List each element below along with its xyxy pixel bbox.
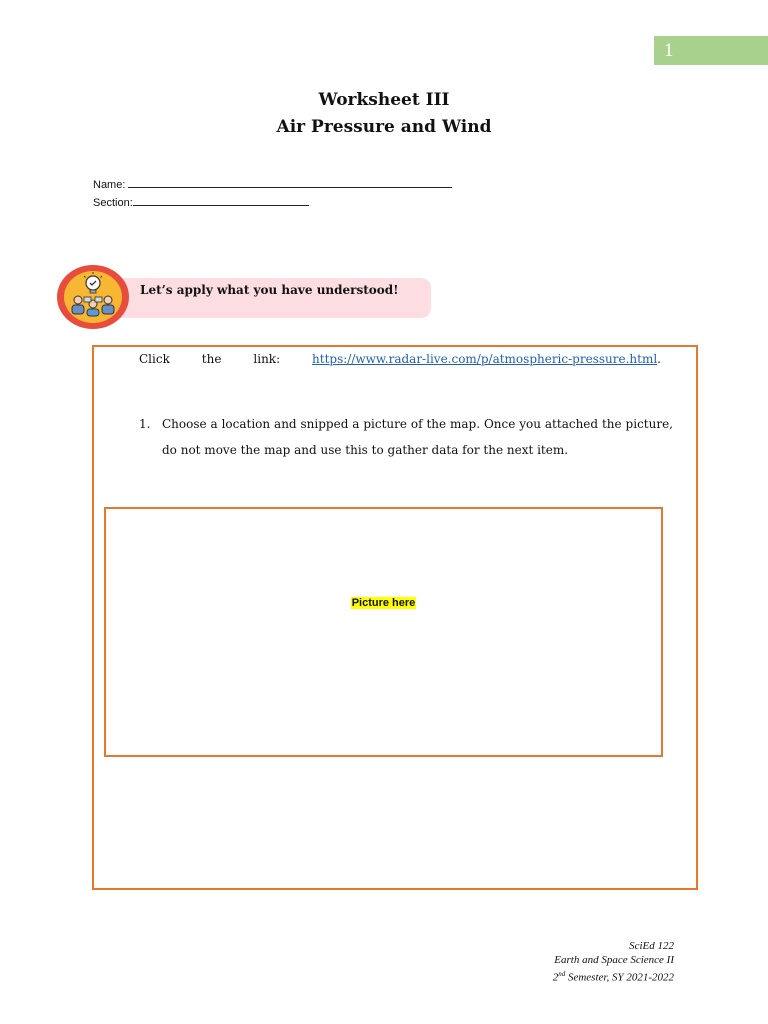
worksheet-subtitle: Air Pressure and Wind: [276, 117, 492, 137]
semester-text: Semester, SY 2021-2022: [565, 971, 674, 984]
picture-placeholder-label: [106, 597, 661, 609]
instruction-period: .: [657, 352, 661, 366]
teamwork-idea-icon: [56, 264, 130, 330]
name-field[interactable]: [93, 177, 452, 191]
instruction-link-wrap: [312, 352, 661, 366]
page-number-tab: 1: [654, 36, 768, 65]
instruction-word: Click: [139, 352, 170, 366]
name-blank-line[interactable]: [128, 177, 452, 188]
list-item: [139, 411, 673, 463]
semester-ordinal: nd: [558, 970, 566, 978]
section-blank-line[interactable]: [133, 195, 309, 206]
picture-placeholder-text: Picture here: [351, 597, 416, 609]
semester-number: 2: [552, 971, 559, 984]
item-number: 1.: [139, 417, 151, 431]
instruction-word: the: [201, 352, 222, 366]
instruction-line: [139, 352, 661, 366]
activity-banner-text: Let’s apply what you have understood!: [140, 283, 399, 297]
name-label: Name:: [93, 179, 126, 191]
section-field[interactable]: [93, 195, 309, 209]
footer-course: SciEd 122: [629, 940, 674, 952]
worksheet-title: Worksheet III: [318, 90, 450, 110]
instruction-word: link:: [253, 352, 281, 366]
item-text: Choose a location and snipped a picture of the map. Once you attached the picture, do not move the map and use this to gather data for the next item.: [162, 417, 673, 457]
pressure-map-link[interactable]: https://www.radar-live.com/p/atmospheric-pressure.html: [312, 352, 658, 366]
footer-subject: Earth and Space Science II: [554, 954, 674, 966]
section-label: Section:: [93, 197, 133, 209]
page-footer: [553, 939, 674, 985]
footer-semester: [553, 967, 674, 985]
picture-placeholder-box[interactable]: [104, 507, 663, 757]
